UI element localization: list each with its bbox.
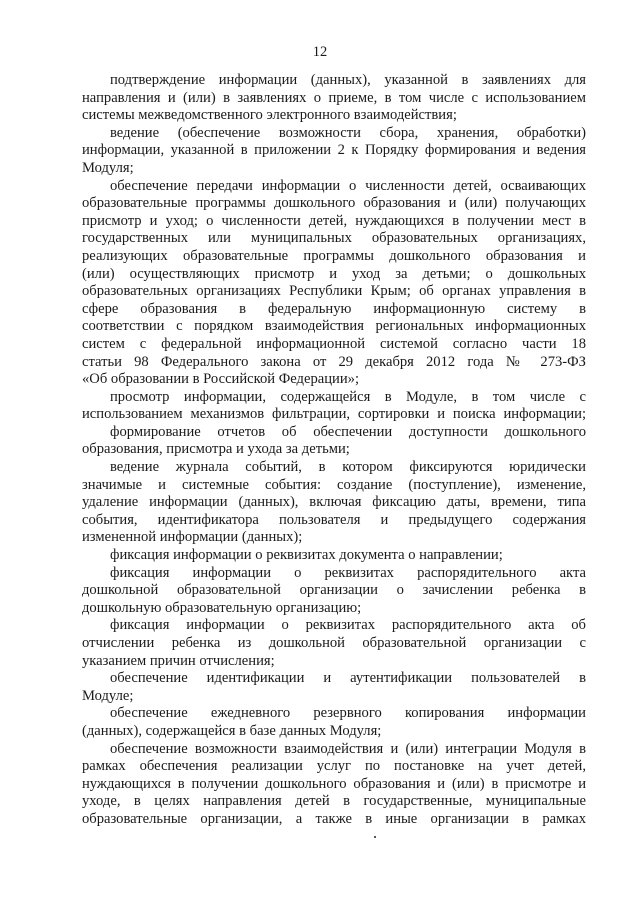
text-line: уходе, в целях направления детей в государственные, муниципальные bbox=[82, 793, 586, 810]
text-line: подтверждение информации (данных), указанной в заявлениях для bbox=[110, 72, 586, 88]
text-line: (данных), содержащейся в базе данных Модуля; bbox=[82, 722, 382, 739]
text-line: реализующих образовательные программы дошкольного образования и bbox=[82, 247, 586, 264]
text-line: (или) осуществляющих присмотр и уход за детьми; о дошкольных bbox=[82, 265, 586, 282]
text-line: измененной информации (данных); bbox=[82, 529, 303, 546]
page-number: 12 bbox=[312, 44, 328, 60]
text-line: использованием механизмов фильтрации, сортировки и поиска информации; bbox=[82, 406, 586, 423]
text-line: образовательных организациях Республики Крым; об органах управления в bbox=[82, 283, 586, 300]
text-line: сфере образования в федеральную информационную систему в bbox=[82, 300, 586, 317]
text-line: статьи 98 Федерального закона от 29 декабря 2012 года № 273-ФЗ bbox=[82, 353, 586, 370]
text-line: обеспечение идентификации и аутентификации пользователей в bbox=[110, 670, 586, 687]
text-line: «Об образовании в Российской Федерации»; bbox=[82, 371, 360, 388]
text-line: дошкольной образовательной организации о зачислении ребенка в bbox=[82, 582, 586, 599]
text-line: информации, указанной в приложении 2 к Порядку формирования и ведения bbox=[82, 142, 586, 159]
text-line: ведение (обеспечение возможности сбора, хранения, обработки) bbox=[110, 124, 586, 141]
text-line: образования, присмотра и ухода за детьми; bbox=[82, 441, 350, 458]
body-text bbox=[82, 72, 586, 829]
text-line: ведение журнала событий, в котором фиксируются юридически bbox=[110, 459, 586, 476]
text-line: фиксация информации о реквизитах документа о направлении; bbox=[110, 547, 503, 564]
text-line: дошкольную образовательную организацию; bbox=[82, 599, 362, 616]
text-line: формирование отчетов об обеспечении доступности дошкольного bbox=[110, 423, 586, 440]
text-line: удаление информации (данных), включая фиксацию даты, времени, типа bbox=[82, 494, 586, 511]
text-line: направления и (или) в заявлениях о приеме, в том числе с использованием bbox=[82, 89, 586, 106]
scan-speck bbox=[374, 836, 376, 838]
text-line: обеспечение возможности взаимодействия и (или) интеграции Модуля в bbox=[110, 740, 586, 757]
text-line: государственных или муниципальных образовательных организациях, bbox=[82, 230, 586, 247]
text-line: указанием причин отчисления; bbox=[82, 652, 275, 669]
text-line: просмотр информации, содержащейся в Модуле, в том числе с bbox=[110, 388, 586, 405]
text-line: обеспечение передачи информации о численности детей, осваивающих bbox=[110, 177, 586, 194]
text-line: события, идентификатора пользователя и предыдущего содержания bbox=[82, 511, 586, 528]
text-line: Модуля; bbox=[82, 159, 134, 176]
text-line: Модуле; bbox=[82, 687, 134, 704]
text-line: значимые и системные события: создание (поступление), изменение, bbox=[82, 476, 586, 493]
text-line: соответствии с порядком взаимодействия региональных информационных bbox=[82, 318, 586, 335]
text-line: образовательные организации, а также в иные организации в рамках bbox=[82, 810, 586, 827]
text-line: систем с федеральной информационной системой согласно части 18 bbox=[82, 335, 586, 352]
text-line: обеспечение ежедневного резервного копирования информации bbox=[110, 705, 586, 722]
text-line: образовательные программы дошкольного образования и (или) получающих bbox=[82, 195, 586, 212]
text-line: фиксация информации о реквизитах распорядительного акта bbox=[110, 564, 586, 581]
text-line: отчислении ребенка из дошкольной образовательной организации с bbox=[82, 635, 586, 651]
text-line: присмотр и уход; о численности детей, нуждающихся в получении мест в bbox=[82, 212, 586, 229]
text-line: нуждающихся в получении дошкольного образования и (или) в присмотре и bbox=[82, 775, 586, 792]
text-line: фиксация информации о реквизитах распорядительного акта об bbox=[110, 617, 586, 634]
text-line: системы межведомственного электронного взаимодействия; bbox=[82, 107, 457, 124]
text-line: рамках обеспечения реализации услуг по постановке на учет детей, bbox=[82, 758, 586, 775]
